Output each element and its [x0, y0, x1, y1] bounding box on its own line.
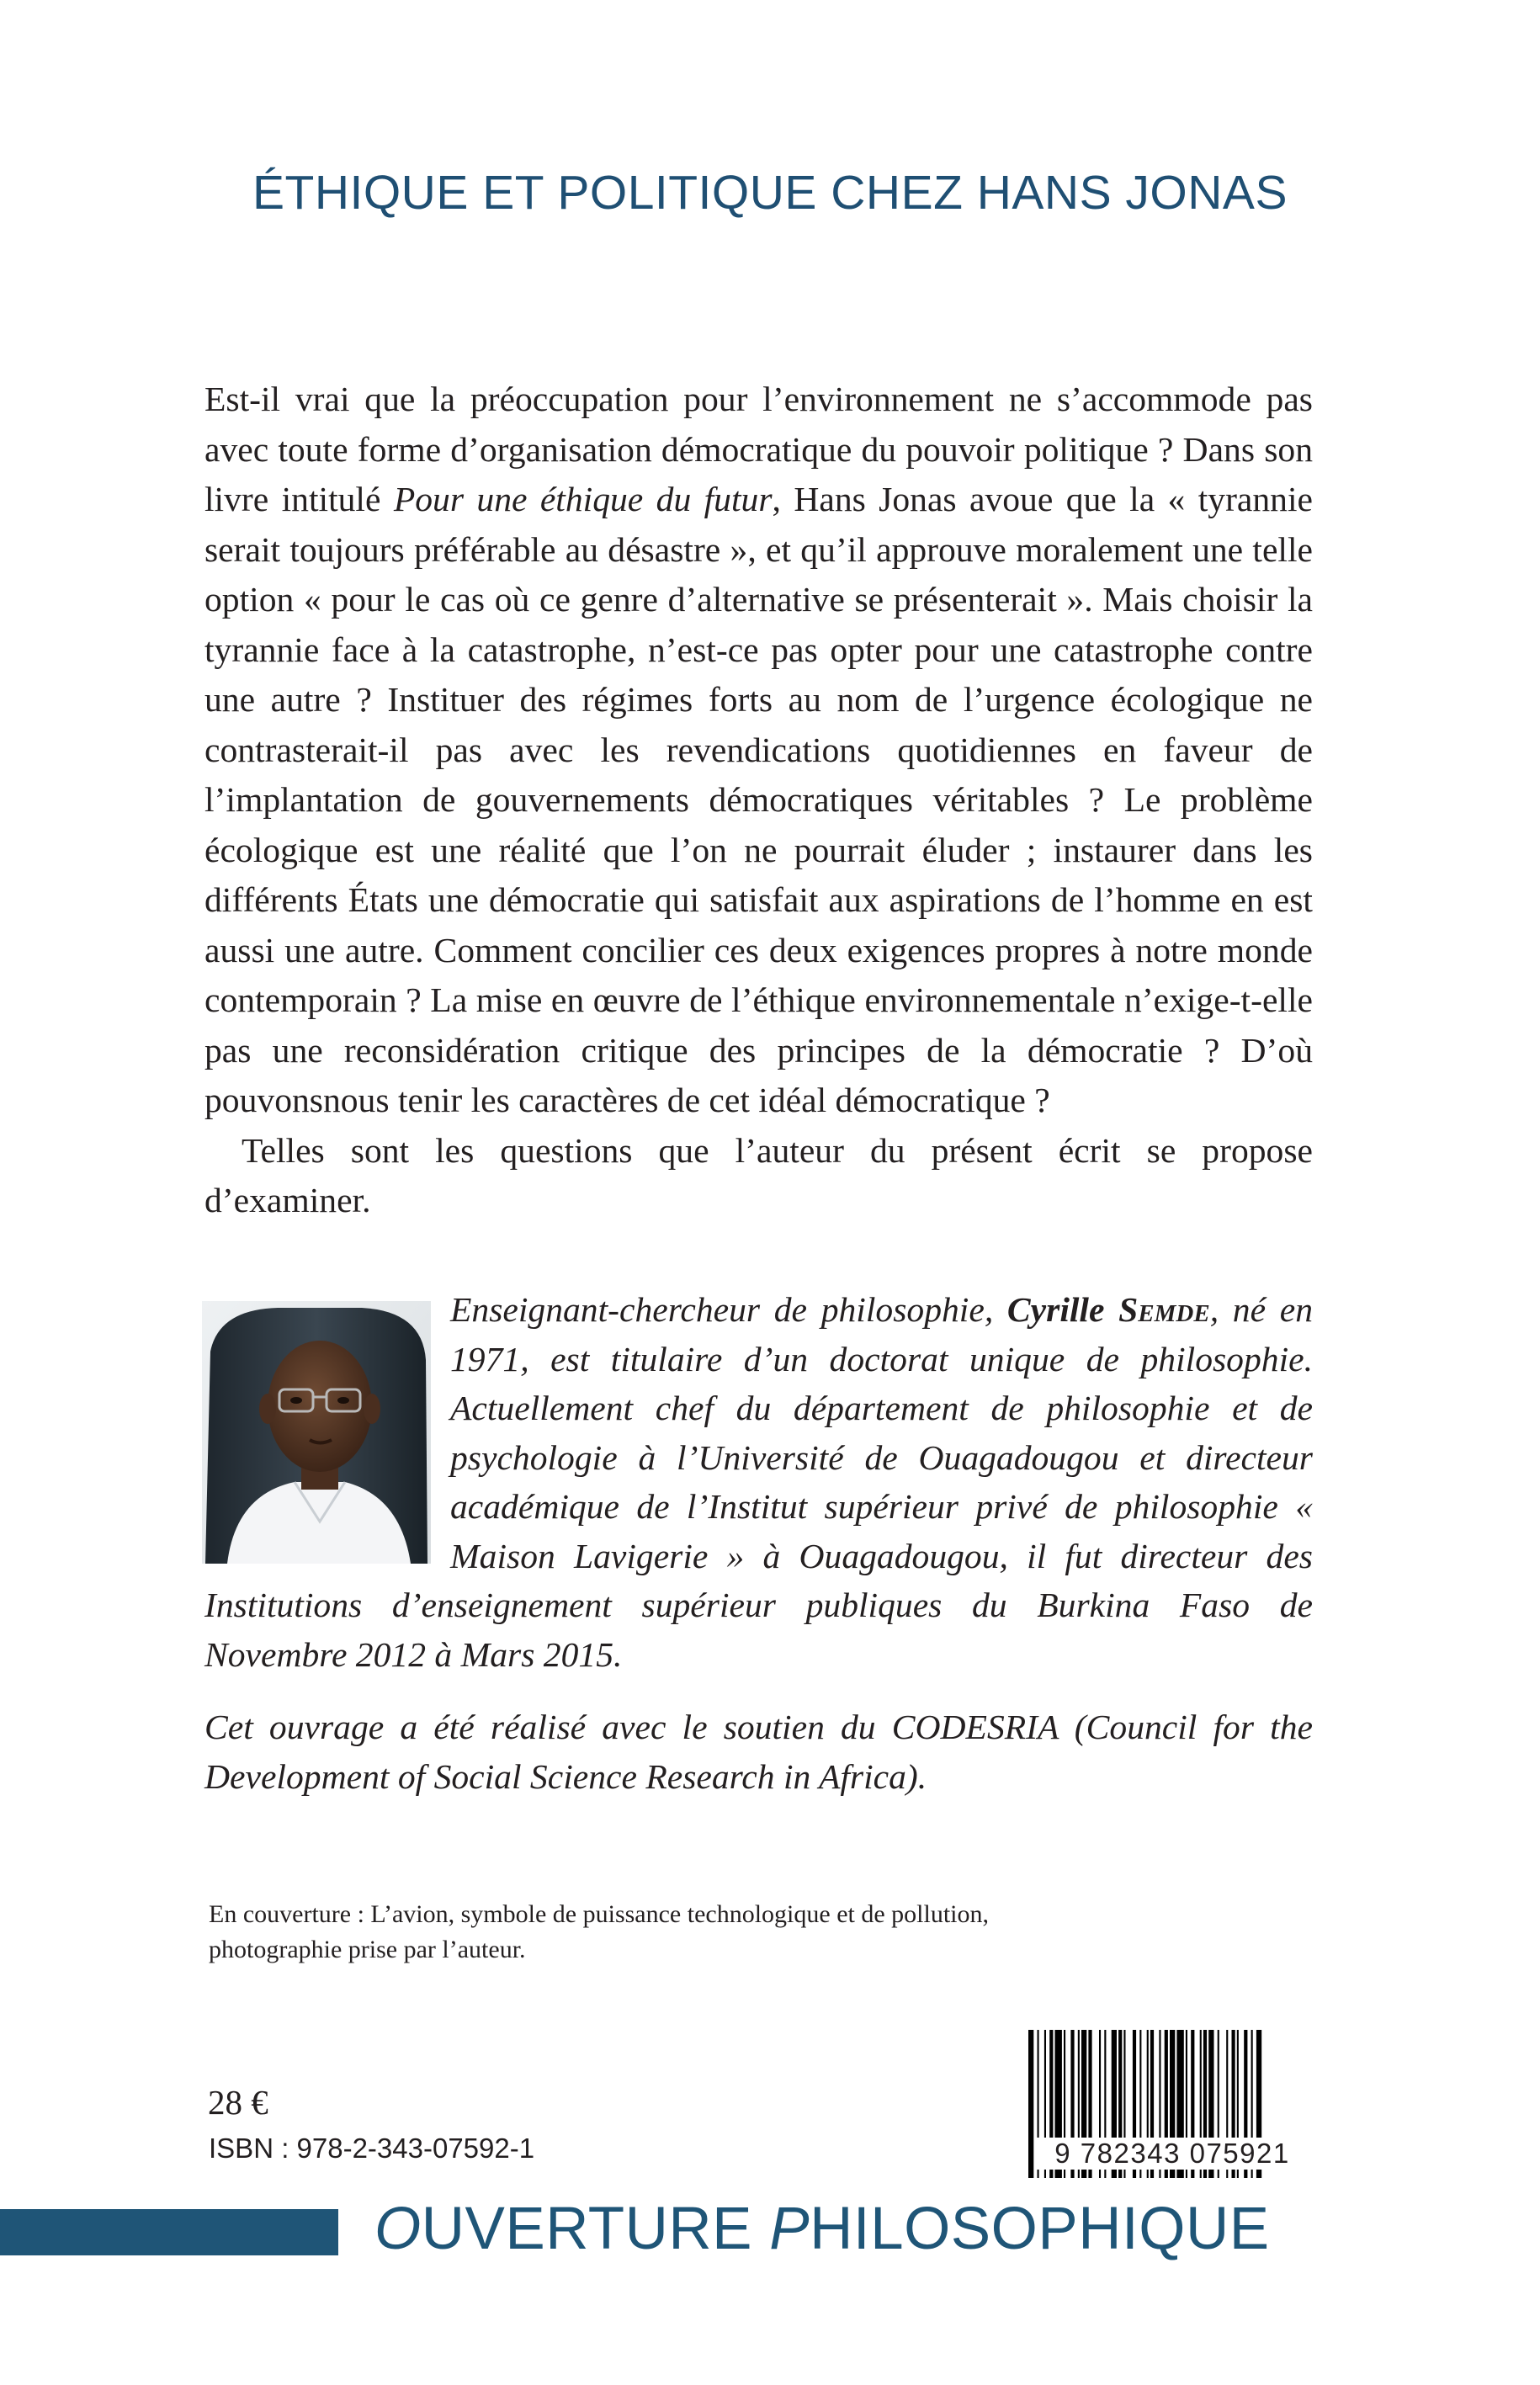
cited-work-title: Pour une éthique du futur	[393, 480, 773, 518]
series-name	[374, 2195, 1270, 2263]
abstract-paragraph-2: Telles sont les questions que l’auteur du présent écrit se propose d’examiner.	[204, 1130, 1313, 1219]
cover-credit-line-2: photographie prise par l’auteur.	[209, 1936, 526, 1963]
barcode-bar	[1028, 2030, 1033, 2178]
back-cover-abstract	[204, 374, 1313, 1226]
series-accent-bar	[0, 2209, 338, 2255]
abstract-text-continued: , Hans Jonas avoue que la « tyrannie serait toujours préférable au désastre », et qu’il approuve moralement une telle option « pour le cas où ce genre d’alternative se présenterait ». Mais choisir la tyrannie face à la catastrophe, n’est-ce pas opter pour une catastrophe contre une autre ? Instituer des régimes forts au nom de l’urgence écologique ne contrasterait-il pas avec les revendications quotidiennes en faveur de l’implantation de gouvernements démocratiques véritables ? Le problème écologique est une réalité que l’on ne pourrait éluder ; instaurer dans les différents États une démocratie qui satisfait aux aspirations de l’homme en est aussi une autre. Comment concilier ces deux exigences propres à notre monde contemporain ? La mise en œuvre de l’éthique environnementale n’exige-t-elle pas une reconsidération critique des principes de la démocratie ? D’où pouvonsnous tenir les caractères de cet idéal démocratique ?	[204, 480, 1313, 1119]
support-statement: Cet ouvrage a été réalisé avec le soutien du CODESRIA (Council for the Development of Social Science Research in Africa).	[204, 1708, 1313, 1796]
price: 28 €	[208, 2083, 268, 2122]
abstract-paragraph-1	[204, 374, 1313, 1126]
isbn: ISBN : 978-2-343-07592-1	[209, 2133, 535, 2164]
author-bio	[204, 1285, 1313, 1679]
series-initial-p: P	[769, 2196, 810, 2262]
cover-credit	[209, 1897, 1134, 1968]
cover-credit-line-1: En couverture : L’avion, symbole de puissance technologique et de pollution,	[209, 1900, 989, 1928]
series-initial-o: O	[374, 2196, 422, 2262]
bio-intro: Enseignant-chercheur de philosophie,	[450, 1290, 1007, 1329]
bio-body: , né en 1971, est titulaire d’un doctorat unique de philosophie. Actuellement chef du département de philosophie et de psychologie à l’Université de Ouagadougou et directeur académique de l’Institut supérieur privé de philosophie « Maison Lavigerie » à Ouagadougou, il fut directeur des Institutions d’enseignement supérieur publiques du Burkina Faso de Novembre 2012 à Mars 2015.	[204, 1290, 1313, 1674]
series-word-2: HILOSOPHIQUE	[810, 2196, 1270, 2262]
abstract-text-start: Est-il vrai que la préoccupation pour l’environnement ne s’accommode pas avec toute forme d’organisation démocratique du pouvoir politique ? Dans son livre intitulé	[204, 380, 1313, 518]
series-word-1: UVERTURE	[421, 2196, 770, 2262]
author-last-name: Semde	[1118, 1290, 1210, 1329]
barcode-digits: 9 782343 075921	[1035, 2138, 1309, 2170]
book-title: ÉTHIQUE ET POLITIQUE CHEZ HANS JONAS	[252, 166, 1288, 220]
author-first-name: Cyrille	[1006, 1290, 1119, 1329]
